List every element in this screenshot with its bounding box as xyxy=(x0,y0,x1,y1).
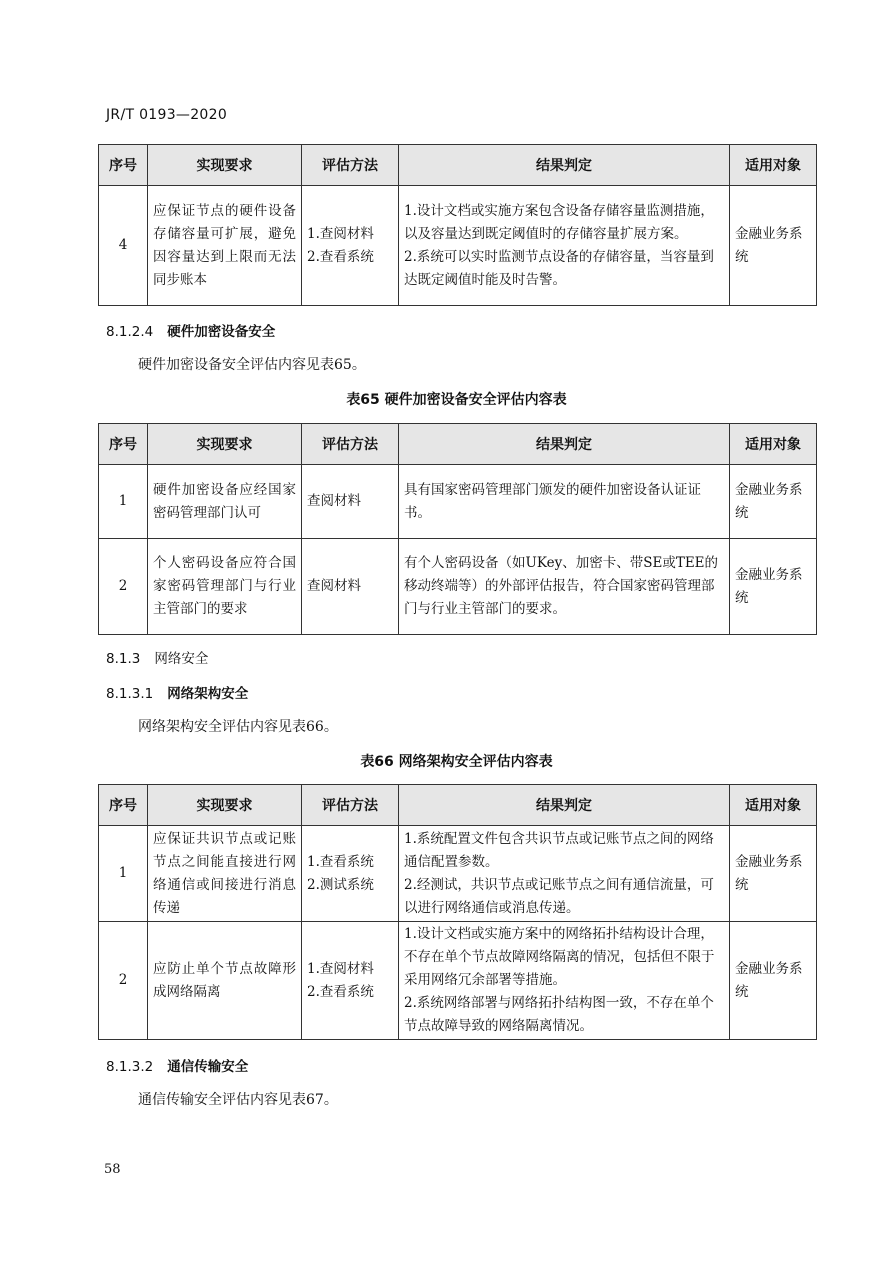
section-number: 8.1.3 xyxy=(106,651,141,667)
method-line: 2.查看系统 xyxy=(307,248,374,265)
cell-result xyxy=(399,465,730,539)
method-line: 查阅材料 xyxy=(307,493,361,509)
method-line: 1.查阅材料 xyxy=(307,960,374,977)
result-line: 2.系统网络部署与网络拓扑结构图一致，不存在单个节点故障导致的网络隔离情况。 xyxy=(404,995,714,1034)
paragraph: 网络架构安全评估内容见表66。 xyxy=(138,719,338,735)
cell-target: 金融业务系统 xyxy=(730,826,817,922)
col-header-result: 结果判定 xyxy=(399,424,730,465)
cell-result xyxy=(399,539,730,635)
cell-method xyxy=(302,826,399,922)
cell-no: 1 xyxy=(99,465,148,539)
cell-requirement: 应保证节点的硬件设备存储容量可扩展，避免因容量达到上限而无法同步账本 xyxy=(148,186,302,306)
cell-no: 2 xyxy=(99,922,148,1040)
cell-no: 1 xyxy=(99,826,148,922)
section-heading-8124 xyxy=(106,320,275,340)
col-header-target: 适用对象 xyxy=(730,424,817,465)
document-id: JR/T 0193—2020 xyxy=(106,107,228,123)
cell-requirement: 硬件加密设备应经国家密码管理部门认可 xyxy=(148,465,302,539)
col-header-requirement: 实现要求 xyxy=(148,424,302,465)
cell-method xyxy=(302,539,399,635)
table-header-row xyxy=(99,785,817,826)
method-line: 1.查看系统 xyxy=(307,853,374,870)
cell-target: 金融业务系统 xyxy=(730,539,817,635)
col-header-result: 结果判定 xyxy=(399,145,730,186)
cell-target: 金融业务系统 xyxy=(730,186,817,306)
result-line: 2.系统可以实时监测节点设备的存储容量，当容量到达既定阈值时能及时告警。 xyxy=(404,248,714,288)
cell-requirement: 个人密码设备应符合国家密码管理部门与行业主管部门的要求 xyxy=(148,539,302,635)
result-line: 有个人密码设备（如UKey、加密卡、带SE或TEE的移动终端等）的外部评估报告，符合国家密码管理部门与行业主管部门的要求。 xyxy=(404,555,719,617)
col-header-no: 序号 xyxy=(99,145,148,186)
cell-requirement: 应保证共识节点或记账节点之间能直接进行网络通信或间接进行消息传递 xyxy=(148,826,302,922)
section-title: 通信传输安全 xyxy=(167,1059,249,1075)
cell-method xyxy=(302,186,399,306)
section-title: 网络架构安全 xyxy=(167,686,249,702)
table-65 xyxy=(98,423,817,635)
result-line: 1.设计文档或实施方案包含设备存储容量监测措施，以及容量达到既定阈值时的存储容量扩展方案。 xyxy=(404,202,714,242)
col-header-target: 适用对象 xyxy=(730,785,817,826)
section-heading-8132 xyxy=(106,1055,248,1075)
table-row xyxy=(99,539,817,635)
cell-result xyxy=(399,186,730,306)
table-row xyxy=(99,826,817,922)
section-number: 8.1.3.1 xyxy=(106,686,154,702)
paragraph: 通信传输安全评估内容见表67。 xyxy=(138,1092,338,1108)
cell-method xyxy=(302,922,399,1040)
method-line: 2.测试系统 xyxy=(307,876,374,893)
cell-no: 2 xyxy=(99,539,148,635)
table-66 xyxy=(98,784,817,1040)
col-header-no: 序号 xyxy=(99,424,148,465)
result-line: 1.设计文档或实施方案中的网络拓扑结构设计合理，不存在单个节点故障网络隔离的情况，包括但不限于采用网络冗余部署等措施。 xyxy=(404,926,715,988)
col-header-target: 适用对象 xyxy=(730,145,817,186)
table-caption-65: 表65 硬件加密设备安全评估内容表 xyxy=(346,392,567,408)
cell-result xyxy=(399,826,730,922)
cell-result xyxy=(399,922,730,1040)
col-header-method: 评估方法 xyxy=(302,785,399,826)
section-heading-813 xyxy=(106,647,208,667)
cell-requirement: 应防止单个节点故障形成网络隔离 xyxy=(148,922,302,1040)
cell-method xyxy=(302,465,399,539)
table-row xyxy=(99,465,817,539)
cell-target: 金融业务系统 xyxy=(730,922,817,1040)
col-header-result: 结果判定 xyxy=(399,785,730,826)
section-title: 硬件加密设备安全 xyxy=(167,324,276,340)
col-header-requirement: 实现要求 xyxy=(148,145,302,186)
table-row xyxy=(99,186,817,306)
section-heading-8131 xyxy=(106,682,248,702)
method-line: 2.查看系统 xyxy=(307,983,374,1000)
section-title: 网络安全 xyxy=(154,651,209,667)
table-caption-66: 表66 网络架构安全评估内容表 xyxy=(360,754,553,770)
method-line: 查阅材料 xyxy=(307,578,361,594)
section-number: 8.1.2.4 xyxy=(106,324,154,340)
cell-target: 金融业务系统 xyxy=(730,465,817,539)
paragraph: 硬件加密设备安全评估内容见表65。 xyxy=(138,357,366,373)
col-header-method: 评估方法 xyxy=(302,424,399,465)
col-header-requirement: 实现要求 xyxy=(148,785,302,826)
col-header-method: 评估方法 xyxy=(302,145,399,186)
page-number: 58 xyxy=(104,1162,121,1177)
table-row xyxy=(99,922,817,1040)
result-line: 1.系统配置文件包含共识节点或记账节点之间的网络通信配置参数。 xyxy=(404,830,714,870)
cell-no: 4 xyxy=(99,186,148,306)
section-number: 8.1.3.2 xyxy=(106,1059,154,1075)
table-header-row xyxy=(99,424,817,465)
method-line: 1.查阅材料 xyxy=(307,225,374,242)
col-header-no: 序号 xyxy=(99,785,148,826)
table-continued xyxy=(98,144,817,306)
result-line: 具有国家密码管理部门颁发的硬件加密设备认证证书。 xyxy=(404,481,701,521)
table-header-row xyxy=(99,145,817,186)
result-line: 2.经测试，共识节点或记账节点之间有通信流量，可以进行网络通信或消息传递。 xyxy=(404,876,714,916)
